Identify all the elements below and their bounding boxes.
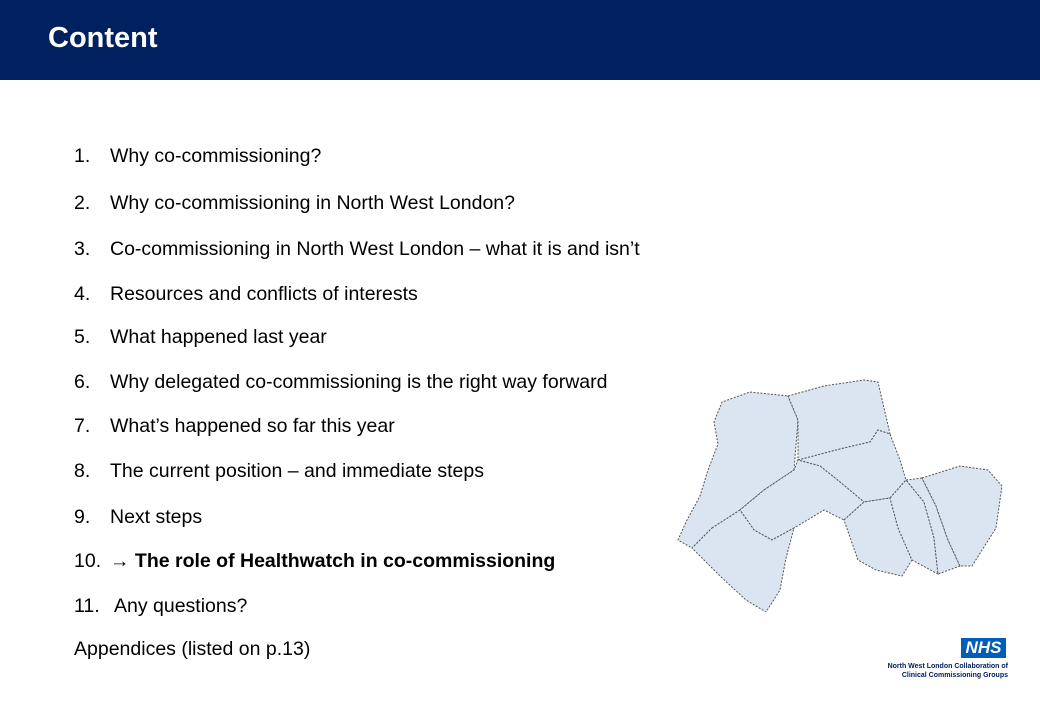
list-item xyxy=(74,505,202,529)
item-number: 9. xyxy=(74,506,91,528)
organisation-line-2: Clinical Commissioning Groups xyxy=(901,672,1008,679)
item-number: 8. xyxy=(74,460,91,482)
item-text: Any questions? xyxy=(114,595,248,617)
item-number: 7. xyxy=(74,415,91,437)
item-number: 3. xyxy=(74,238,91,260)
item-text: Co-commissioning in North West London – what it is and isn’t xyxy=(110,238,640,260)
item-number: 6. xyxy=(74,371,91,393)
list-item-highlighted xyxy=(74,549,555,573)
title-bar xyxy=(0,0,1040,80)
item-text: Why co-commissioning in North West London? xyxy=(110,192,515,214)
item-text: Why delegated co-commissioning is the right way forward xyxy=(110,371,608,393)
item-number: 11. xyxy=(74,595,100,617)
list-item xyxy=(74,144,321,168)
list-item xyxy=(74,325,327,349)
north-west-london-map xyxy=(672,378,1006,612)
list-item xyxy=(74,237,640,261)
list-item xyxy=(74,282,418,306)
item-text: Why co-commissioning? xyxy=(110,145,322,167)
appendix-note: Appendices (listed on p.13) xyxy=(74,638,311,660)
item-number: 4. xyxy=(74,283,91,305)
item-number: 1. xyxy=(74,145,91,167)
organisation-name xyxy=(860,662,1008,680)
item-text: The current position – and immediate steps xyxy=(110,460,484,482)
list-item xyxy=(74,191,515,215)
list-item xyxy=(74,459,484,483)
list-item xyxy=(74,414,395,438)
item-text: → The role of Healthwatch in co-commissioning xyxy=(110,550,556,572)
nhs-logo: NHS xyxy=(961,638,1006,658)
item-text: Next steps xyxy=(110,506,203,528)
organisation-line-1: North West London Collaboration of xyxy=(887,663,1008,670)
list-item xyxy=(74,370,607,394)
item-number: 2. xyxy=(74,192,91,214)
item-text: What happened last year xyxy=(110,326,327,348)
page-title: Content xyxy=(48,22,158,54)
item-number: 5. xyxy=(74,326,91,348)
item-text: What’s happened so far this year xyxy=(110,415,395,437)
list-item xyxy=(74,594,247,618)
item-text: Resources and conflicts of interests xyxy=(110,283,418,305)
item-number: 10. xyxy=(74,550,102,572)
